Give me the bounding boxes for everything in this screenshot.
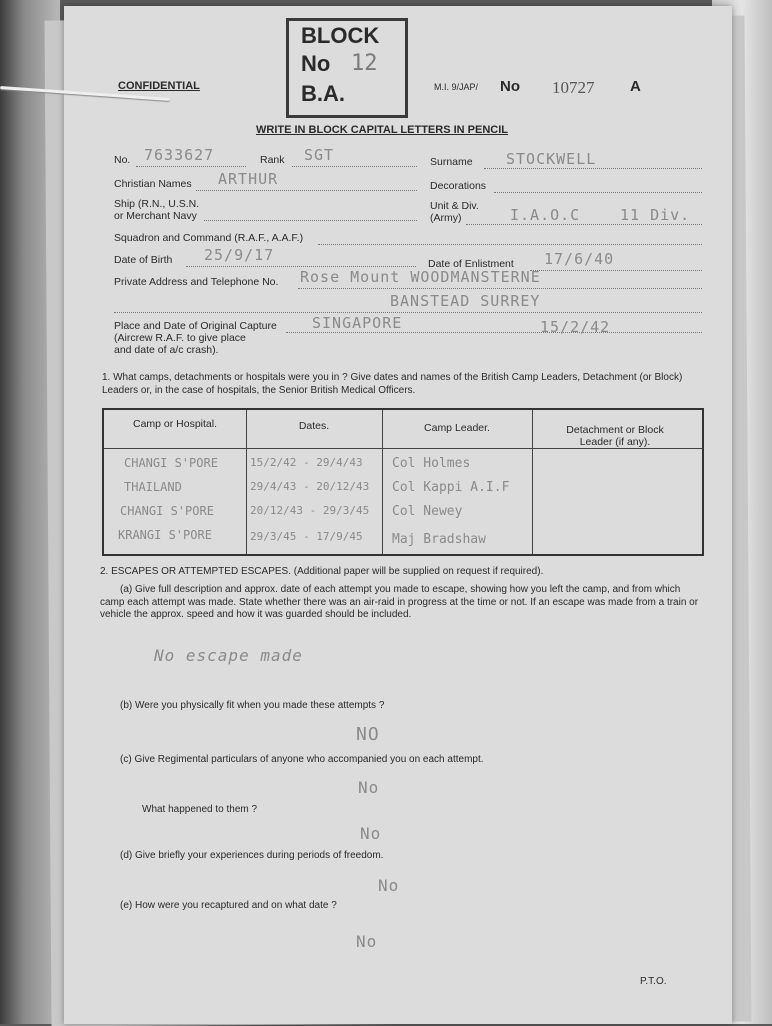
christian-names-value: ARTHUR [218, 170, 279, 188]
table-header-leader: Camp Leader. [424, 422, 490, 434]
date-of-birth-value: 25/9/17 [204, 246, 275, 264]
capture-place-value: SINGAPORE [312, 314, 403, 332]
capture-label-3: and date of a/c crash). [114, 344, 219, 356]
date-of-birth-label: Date of Birth [114, 254, 173, 266]
camps-table [102, 408, 704, 556]
document-number: 10727 [552, 78, 595, 97]
table-header-dates: Dates. [298, 420, 330, 432]
question-2b-text: (b) Were you physically fit when you made these attempts ? [120, 700, 385, 711]
table-row-1-dates: 15/2/42 - 29/4/43 [250, 456, 363, 469]
date-of-enlistment-value: 17/6/40 [544, 250, 615, 268]
unit-label-2: (Army) [430, 212, 462, 224]
question-2a-text: (a) Give full description and approx. date of each attempt you made to escape, showing how you left the camp, and from which camp each attempt was made. State whether there was an air-raid in progress at the time or not. If an escape was made from a train or vehicle the approx. speed and how it was guarded should be included. [100, 584, 699, 620]
service-number-label: No. [114, 154, 131, 166]
address-label: Private Address and Telephone No. [114, 276, 279, 288]
table-row-2-camp: THAILAND [124, 480, 182, 494]
question-2a-answer: No escape made [154, 646, 303, 665]
capture-label-1: Place and Date of Original Capture [114, 320, 277, 332]
division-value: 11 Div. [620, 206, 691, 224]
form-sheet [64, 6, 732, 1024]
question-2b-answer: NO [356, 724, 380, 745]
question-2d-text: (d) Give briefly your experiences during periods of freedom. [120, 850, 384, 861]
number-label: No [500, 78, 520, 95]
instruction-heading: WRITE IN BLOCK CAPITAL LETTERS IN PENCIL [256, 124, 508, 136]
table-row-1-leader: Col Holmes [392, 456, 471, 471]
rank-value: SGT [304, 146, 335, 164]
table-row-3-dates: 20/12/43 - 29/3/45 [250, 504, 370, 517]
question-2e-text: (e) How were you recaptured and on what date ? [120, 900, 337, 911]
table-row-2-leader: Col Kappi A.I.F [392, 480, 510, 495]
stamp-line2: No [301, 51, 331, 76]
question-2e-answer: No [356, 932, 378, 951]
table-row-4-dates: 29/3/45 - 17/9/45 [250, 530, 363, 543]
surname-label: Surname [430, 156, 473, 168]
pto-label: P.T.O. [640, 976, 667, 987]
stamp-block-number: 12 [351, 51, 378, 76]
question-2c-followup-text: What happened to them ? [142, 804, 258, 815]
table-row-3-camp: CHANGI S'PORE [120, 504, 214, 518]
date-of-enlistment-label: Date of Enlistment [428, 258, 514, 270]
table-row-1-camp: CHANGI S'PORE [124, 456, 218, 470]
confidential-label: CONFIDENTIAL [118, 80, 200, 92]
unit-label-1: Unit & Div. [430, 200, 479, 212]
christian-names-label: Christian Names [114, 178, 192, 190]
squadron-label: Squadron and Command (R.A.F., A.A.F.) [114, 232, 304, 244]
ship-label-2: or Merchant Navy [114, 210, 197, 222]
surname-value: STOCKWELL [506, 150, 597, 168]
unit-value: I.A.O.C [510, 206, 581, 224]
document-suffix: A [630, 78, 641, 95]
decorations-label: Decorations [430, 180, 487, 192]
question-2c-text: (c) Give Regimental particulars of anyone who accompanied you on each attempt. [120, 754, 484, 765]
table-row-3-leader: Col Newey [392, 504, 463, 519]
stamp-line3: B.A. [301, 81, 345, 106]
question-2c-followup-answer: No [360, 824, 382, 843]
table-header-detachment: Detachment or Block Leader (if any). [566, 424, 664, 448]
table-row-4-camp: KRANGI S'PORE [118, 528, 212, 542]
address-value-2: BANSTEAD SURREY [390, 292, 541, 310]
mi-reference: M.I. 9/JAP/ [434, 82, 479, 92]
stamp-line1: BLOCK [301, 23, 380, 48]
capture-date-value: 15/2/42 [540, 318, 611, 336]
rank-label: Rank [260, 154, 285, 166]
service-number-value: 7633627 [144, 146, 215, 164]
table-row-4-leader: Maj Bradshaw [392, 532, 486, 547]
table-row-2-dates: 29/4/43 - 20/12/43 [250, 480, 370, 493]
ship-label-1: Ship (R.N., U.S.N. [114, 198, 200, 210]
question-1-text: 1. What camps, detachments or hospitals were you in ? Give dates and names of the British Camp Leaders, Detachment (or Block) Leaders or, in the case of hospitals, the Senior British Medical Officers. [102, 372, 683, 396]
address-value-1: Rose Mount WOODMANSTERNE [300, 268, 541, 286]
table-header-camp: Camp or Hospital. [132, 418, 218, 430]
capture-label-2: (Aircrew R.A.F. to give place [114, 332, 246, 344]
question-2c-answer: No [358, 778, 380, 797]
question-2d-answer: No [378, 876, 400, 895]
question-2-heading: 2. ESCAPES OR ATTEMPTED ESCAPES. (Additional paper will be supplied on request if required). [100, 566, 544, 577]
block-stamp [286, 18, 408, 118]
